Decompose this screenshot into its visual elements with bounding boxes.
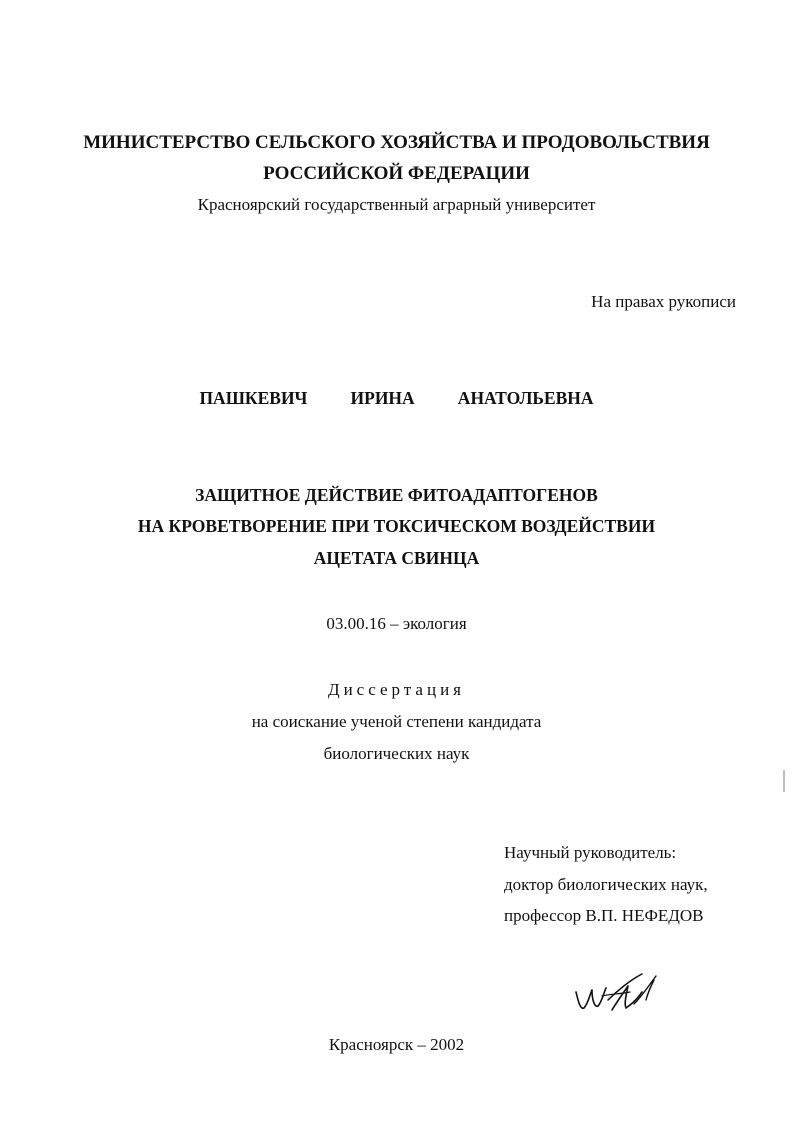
degree-line1: на соискание ученой степени кандидата bbox=[251, 712, 542, 731]
scan-edge-mark bbox=[783, 770, 785, 792]
degree-line2: биологических наук bbox=[323, 744, 470, 763]
ministry-name-line1: МИНИСТЕРСТВО СЕЛЬСКОГО ХОЗЯЙСТВА И ПРОДОВОЛЬСТВИЯ bbox=[83, 132, 710, 153]
thesis-title-line3: АЦЕТАТА СВИНЦА bbox=[313, 548, 480, 568]
thesis-title-line2: НА КРОВЕТВОРЕНИЕ ПРИ ТОКСИЧЕСКОМ ВОЗДЕЙСТВИИ bbox=[137, 516, 656, 536]
document-type: Диссертация bbox=[327, 680, 465, 699]
supervisor-label: Научный руководитель: bbox=[504, 843, 677, 862]
thesis-title-line1: ЗАЩИТНОЕ ДЕЙСТВИЕ ФИТОАДАПТОГЕНОВ bbox=[195, 485, 598, 505]
supervisor-name: профессор В.П. НЕФЕДОВ bbox=[504, 906, 704, 925]
city-year: Красноярск – 2002 bbox=[328, 1035, 465, 1054]
specialty-code: 03.00.16 – экология bbox=[326, 614, 467, 633]
manuscript-rights-note: На правах рукописи bbox=[591, 292, 736, 311]
supervisor-degree: доктор биологических наук, bbox=[504, 875, 708, 894]
author-name: ПАШКЕВИЧ ИРИНА АНАТОЛЬЕВНА bbox=[199, 388, 594, 408]
university-name: Красноярский государственный аграрный университет bbox=[197, 195, 596, 214]
ministry-name-line2: РОССИЙСКОЙ ФЕДЕРАЦИИ bbox=[263, 163, 530, 184]
handwritten-signature bbox=[572, 970, 662, 1026]
